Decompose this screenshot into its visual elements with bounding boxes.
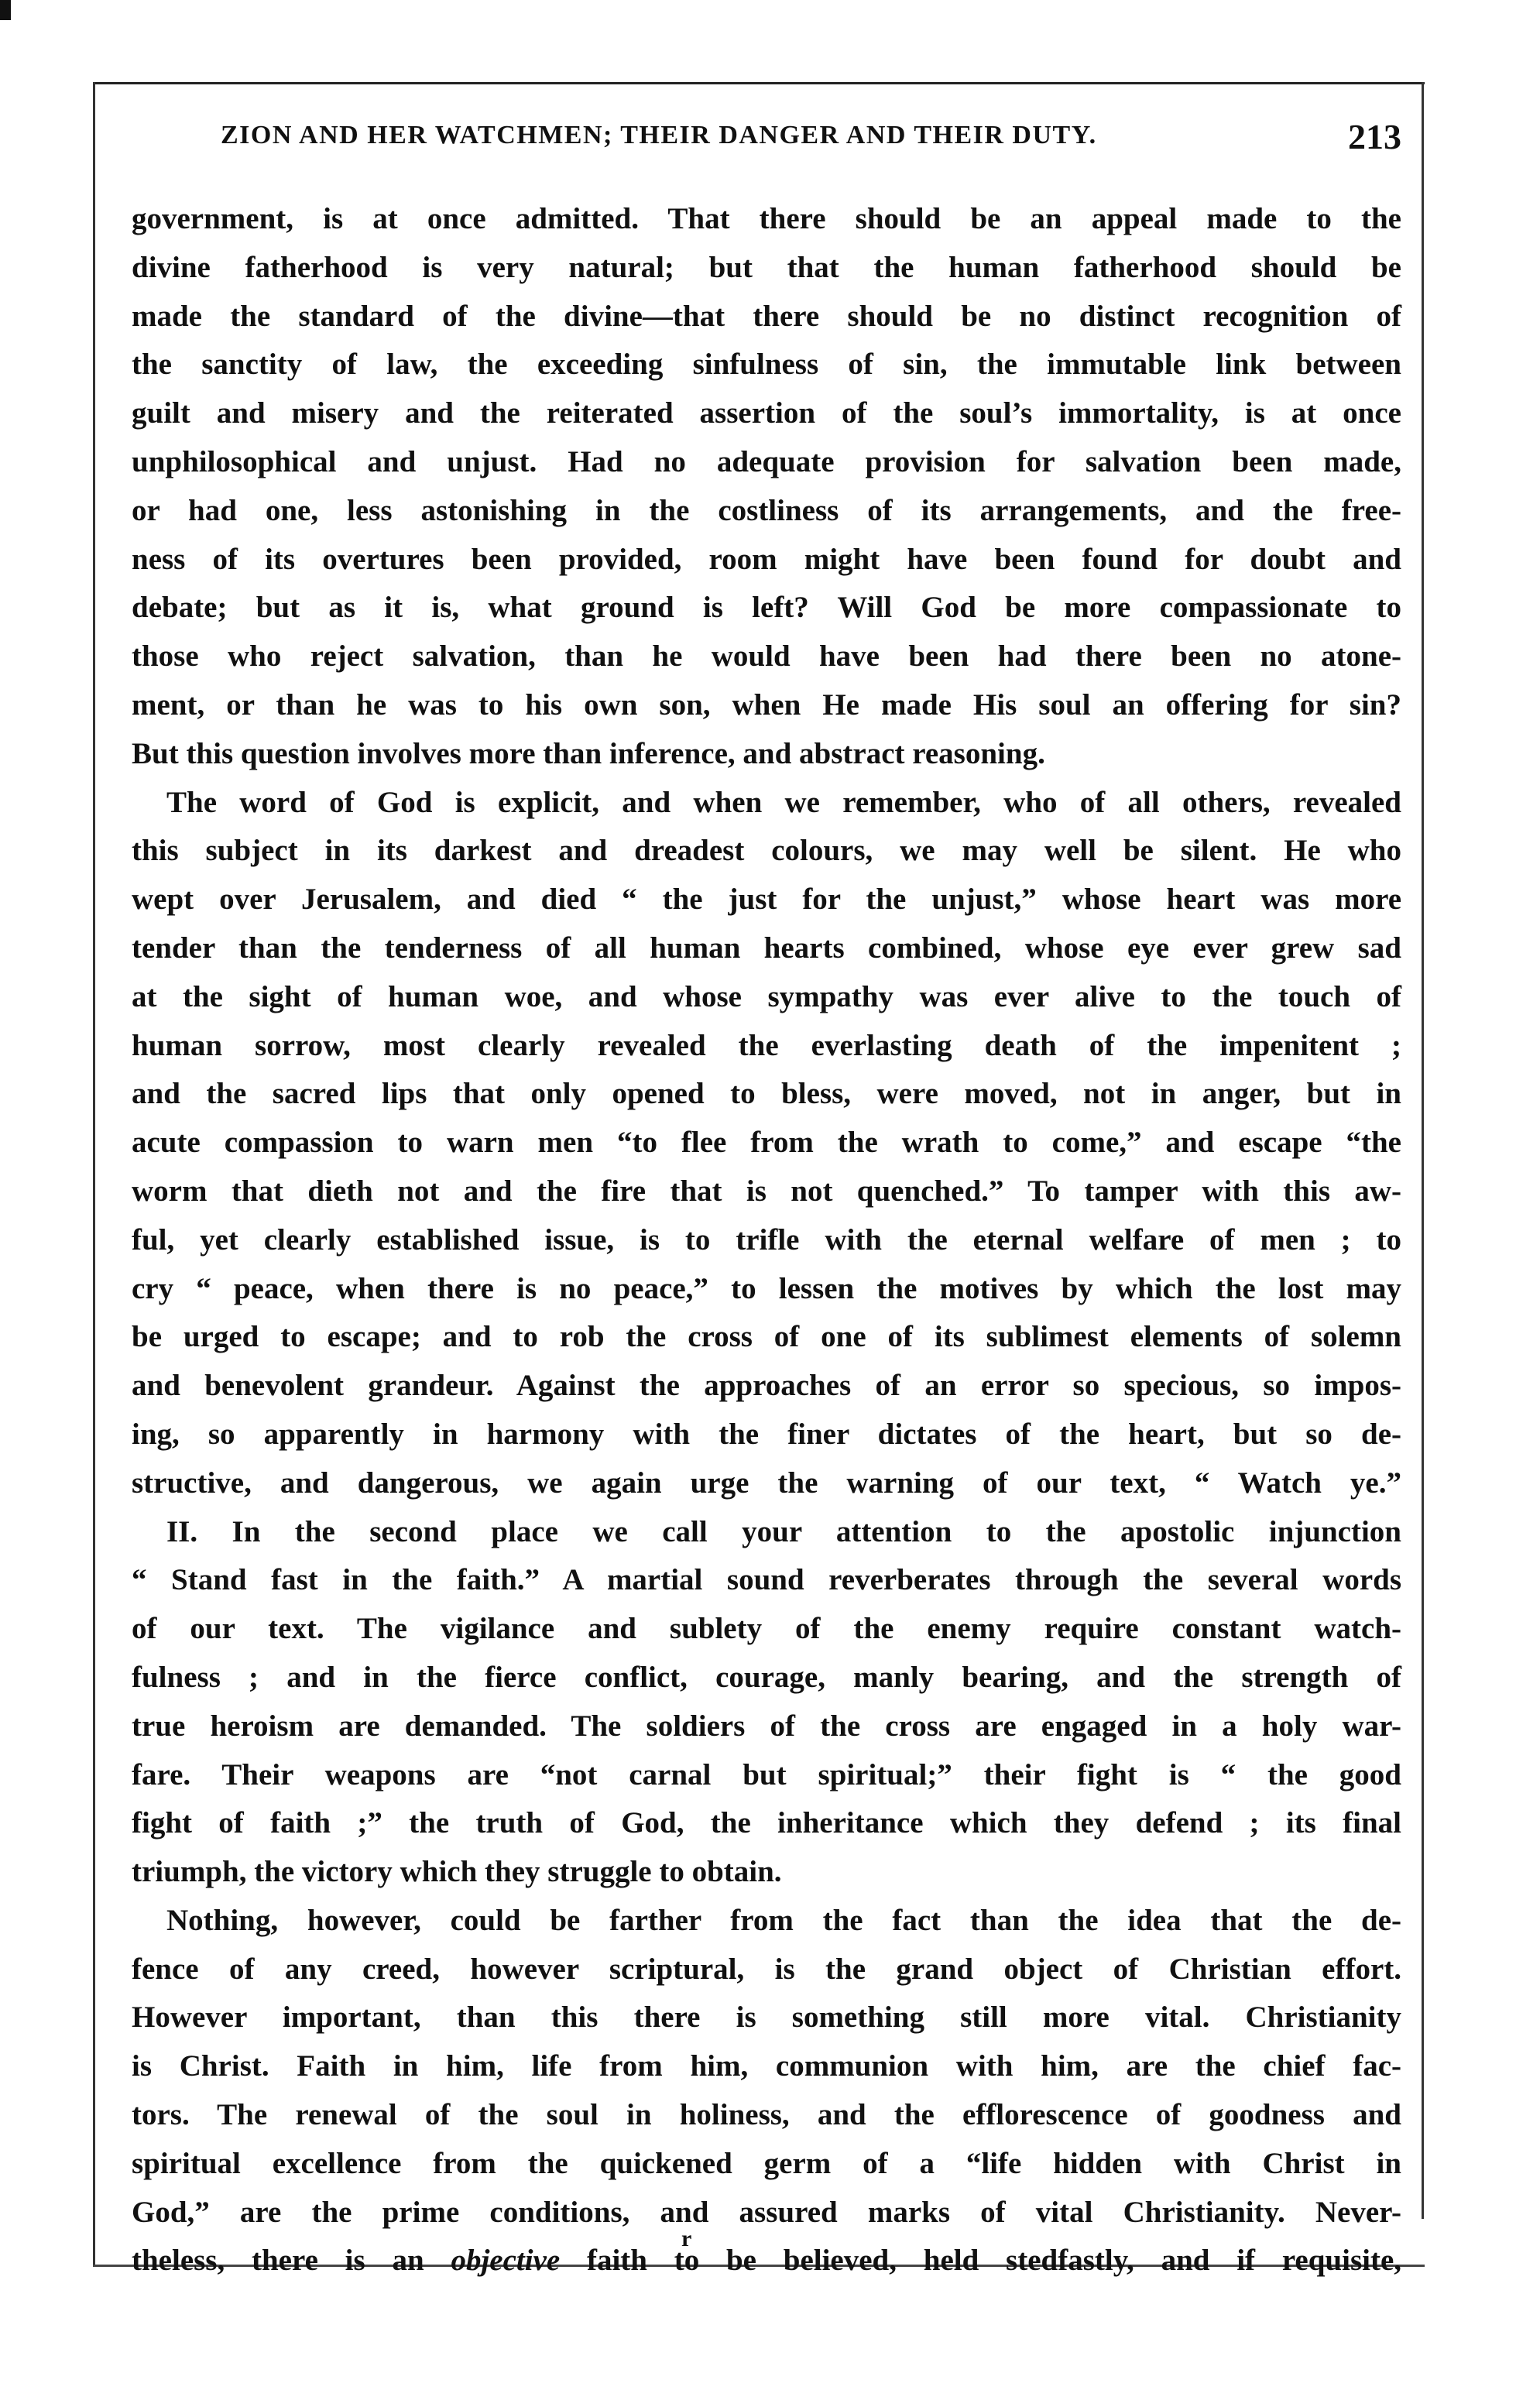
text-line: cry “ peace, when there is no peace,” to lessen the motives by which the lost may [132,1271,1401,1305]
text-line: divine fatherhood is very natural; but that the human fatherhood should be [132,250,1401,284]
text-line: ful, yet clearly established issue, is to trifle with the eternal welfare of men ; to [132,1222,1401,1257]
text-line: fulness ; and in the fierce conflict, courage, manly bearing, and the strength of [132,1660,1401,1694]
text-line: “ Stand fast in the faith.” A martial sound reverberates through the several words [132,1563,1401,1597]
text-line: ing, so apparently in harmony with the finer dictates of the heart, but so de- [132,1417,1401,1451]
text-line: However important, than this there is something still more vital. Christianity [132,2001,1401,2035]
text-line: acute compassion to warn men “to flee from the wrath to come,” and escape “the [132,1126,1401,1160]
text-line: wept over Jerusalem, and died “ the just for the unjust,” whose heart was more [132,883,1401,917]
text-line: fence of any creed, however scriptural, is the grand object of Christian effort. [132,1952,1401,1986]
text-line: made the standard of the divine—that there should be no distinct recognition of [132,299,1401,333]
text-line: fight of faith ;” the truth of God, the inheritance which they defend ; its final [132,1806,1401,1840]
final-line-end: faith to be believed, held stedfastly, and if requisite, [560,2244,1402,2278]
text-line: the sanctity of law, the exceeding sinfulness of sin, the immutable link between [132,348,1401,382]
text-line: II. In the second place we call your attention to the apostolic injunction [166,1514,1401,1548]
paragraph-1 [132,195,1401,779]
text-line: spiritual excellence from the quickened germ of a “life hidden with Christ in [132,2146,1401,2180]
paragraph-4 [132,1897,1401,2285]
text-line: at the sight of human woe, and whose sympathy was ever alive to the touch of [132,979,1401,1013]
text-line-final [132,2237,1401,2285]
text-line: But this question involves more than inference, and abstract reasoning. [132,736,1045,770]
paragraph-3 [132,1508,1401,1897]
text-line: is Christ. Faith in him, life from him, communion with him, are the chief fac- [132,2049,1401,2083]
text-line: The word of God is explicit, and when we remember, who of all others, revealed [166,785,1401,819]
text-line: tender than the tenderness of all human hearts combined, whose eye ever grew sad [132,931,1401,965]
page-header [132,116,1401,170]
body-text [132,195,1401,2285]
text-line: fare. Their weapons are “not carnal but spiritual;” their fight is “ the good [132,1757,1401,1792]
text-line: those who reject salvation, than he would have been had there been no atone- [132,639,1401,674]
text-line: ment, or than he was to his own son, when He made His soul an offering for sin? [132,687,1401,722]
text-line: unphilosophical and unjust. Had no adequate provision for salvation been made, [132,444,1401,478]
page-number: 213 [1348,117,1401,156]
footer-mark: r [681,2226,692,2251]
text-line: Nothing, however, could be farther from the fact than the idea that the de- [166,1903,1401,1937]
text-line: ness of its overtures been provided, room might have been found for doubt and [132,542,1401,576]
text-line: debate; but as it is, what ground is left? Will God be more compassionate to [132,591,1401,625]
final-line-start: theless, there is an [132,2244,451,2278]
text-line: of our text. The vigilance and sublety of the enemy require constant watch- [132,1612,1401,1646]
text-line: and benevolent grandeur. Against the approaches of an error so specious, so impos- [132,1369,1401,1403]
page-frame-top-rule [93,82,1425,84]
text-line: human sorrow, most clearly revealed the everlasting death of the impenitent ; [132,1028,1401,1062]
text-line: government, is at once admitted. That there should be an appeal made to the [132,202,1401,235]
text-line: God,” are the prime conditions, and assured marks of vital Christianity. Never- [132,2195,1401,2229]
paragraph-2 [132,779,1401,1508]
corner-scan-mark [0,0,11,20]
text-line: this subject in its darkest and dreadest colours, we may well be silent. He who [132,834,1401,868]
page-frame-right-rule [1422,82,1424,2219]
running-head: ZION AND HER WATCHMEN; THEIR DANGER AND THEIR DUTY. [221,121,1097,149]
page-frame-left-rule [93,82,95,2265]
text-line: be urged to escape; and to rob the cross of one of its sublimest elements of solemn [132,1320,1401,1354]
text-line: triumph, the victory which they struggle to obtain. [132,1855,782,1889]
text-line: tors. The renewal of the soul in holiness, and the efflorescence of goodness and [132,2098,1401,2132]
text-line: true heroism are demanded. The soldiers of the cross are engaged in a holy war- [132,1709,1401,1743]
text-line: worm that dieth not and the fire that is not quenched.” To tamper with this aw- [132,1174,1401,1208]
text-line: structive, and dangerous, we again urge the warning of our text, “ Watch ye.” [132,1466,1401,1500]
text-line: or had one, less astonishing in the costliness of its arrangements, and the free- [132,493,1401,527]
text-line: guilt and misery and the reiterated assertion of the soul’s immortality, is at once [132,396,1401,430]
text-line: and the sacred lips that only opened to bless, were moved, not in anger, but in [132,1077,1401,1111]
final-line-italic-word: objective [451,2244,561,2278]
